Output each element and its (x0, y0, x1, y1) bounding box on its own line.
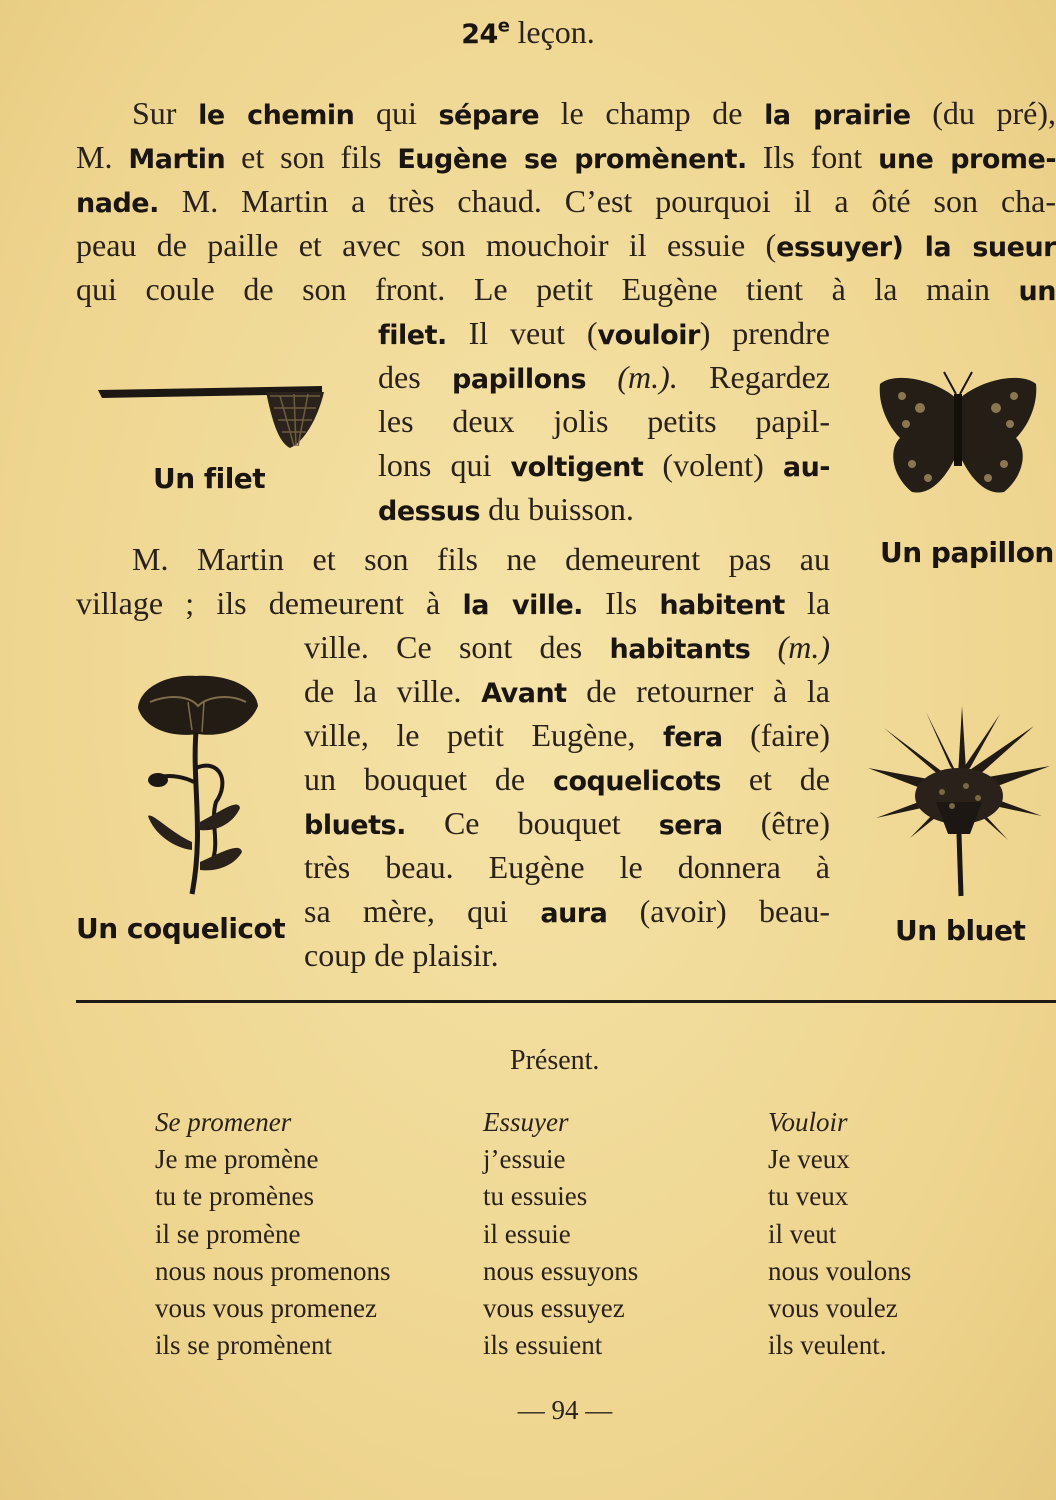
text: Ce bouquet (405, 805, 659, 841)
italic-note: (m.) (750, 629, 831, 665)
lesson-number-suffix: e (497, 15, 510, 37)
verb-form: vous essuyez (483, 1293, 625, 1324)
bold-term: aura (540, 898, 608, 929)
p2-line-8 (304, 847, 830, 887)
verb-infinitive: Vouloir (768, 1107, 848, 1137)
bold-term: Avant (481, 678, 567, 709)
verb-form: vous voulez (768, 1293, 898, 1324)
text: un bouquet de (304, 761, 553, 797)
verb-form: ils se promènent (155, 1330, 332, 1361)
text: des (378, 359, 453, 395)
p1-line-5 (76, 269, 1056, 312)
p1-line-10 (378, 489, 634, 532)
p1-line-3 (76, 181, 1056, 224)
caption-poppy: Un coquelicot (76, 912, 286, 945)
bold-term: fera (662, 722, 723, 753)
text: (être) (722, 805, 830, 841)
verb-form: il essuie (483, 1218, 571, 1249)
conjugation-column-essuyer (483, 1104, 638, 1364)
lesson-word: leçon. (517, 14, 595, 50)
verb-form: il veut (768, 1218, 837, 1249)
p1-line-9 (378, 445, 830, 488)
bold-term: la ville. (462, 590, 583, 621)
text: Ils (582, 585, 660, 621)
conjugation-column-vouloir (768, 1104, 911, 1364)
p1-line-8 (378, 401, 830, 441)
verb-form: Je veux (768, 1144, 850, 1175)
text: (avoir) beau- (607, 893, 831, 929)
text: ) prendre (699, 315, 831, 351)
bold-term: dessus (378, 496, 481, 527)
lesson-number: 24 (461, 19, 498, 50)
p2-line-10 (304, 935, 499, 975)
conjugation-column-se-promener (155, 1104, 391, 1364)
bold-term: coquelicots (552, 766, 721, 797)
text: de la ville. (304, 673, 482, 709)
net-illustration (94, 380, 334, 455)
text: (volent) (643, 447, 783, 483)
verb-form: tu te promènes (155, 1181, 314, 1212)
text: Ils font (746, 139, 879, 175)
p1-line-2 (76, 137, 1056, 180)
p2-line-7 (304, 803, 830, 846)
text: (du pré), (910, 95, 1056, 131)
poppy-illustration (130, 672, 265, 900)
verb-form: nous nous promenons (155, 1255, 391, 1286)
bold-term: le chemin (198, 100, 355, 131)
section-divider (76, 1000, 1056, 1003)
p2-line-4 (304, 671, 830, 714)
verb-form: Je me promène (155, 1144, 319, 1175)
italic-note: (m.). (586, 359, 678, 395)
caption-net: Un filet (153, 462, 266, 495)
bold-term: habitent (659, 590, 785, 621)
verb-form: j’essuie (483, 1144, 566, 1175)
bold-term: essuyer) la sueur (776, 232, 1056, 263)
verb-infinitive: Se promener (155, 1107, 292, 1137)
tense-heading: Présent. (510, 1045, 600, 1076)
text: M. (76, 139, 129, 175)
text: Il veut ( (446, 315, 598, 351)
p2-line-5 (304, 715, 830, 758)
bold-term: papillons (452, 364, 587, 395)
verb-form: nous essuyons (483, 1255, 639, 1286)
text: peau de paille et avec son mouchoir il essuie ( (76, 227, 777, 263)
bold-term: au- (782, 452, 830, 483)
text: de retourner à la (566, 673, 831, 709)
p2-line-6 (304, 759, 830, 802)
bold-term: sépare (438, 100, 540, 131)
p1-line-1 (76, 93, 1056, 136)
text: sa mère, qui (304, 893, 541, 929)
text: M. Martin a très chaud. C’est pourquoi il a ôté son cha- (158, 183, 1056, 219)
text: très beau. Eugène le donnera à (304, 849, 830, 885)
text: Sur (132, 95, 199, 131)
bold-term: habitants (609, 634, 751, 665)
p2-line-2 (76, 583, 830, 626)
bold-term: la prairie (764, 100, 911, 131)
verb-form: il se promène (155, 1218, 301, 1249)
bold-term: Eugène se promènent. (397, 144, 747, 175)
verb-form: ils essuient (483, 1330, 603, 1361)
verb-form: ils veulent. (768, 1330, 887, 1361)
text: qui (354, 95, 439, 131)
text: du buisson. (480, 491, 634, 527)
text: ville, le petit Eugène, (304, 717, 663, 753)
bold-term: sera (658, 810, 723, 841)
bold-term: nade. (76, 188, 159, 219)
bold-term: un (1018, 276, 1056, 307)
cornflower-illustration (866, 706, 1052, 902)
text: coup de plaisir. (304, 937, 499, 973)
bold-term: vouloir (597, 320, 700, 351)
verb-infinitive: Essuyer (483, 1107, 569, 1137)
text: qui coule de son front. Le petit Eugène tient à la main (76, 271, 1019, 307)
p1-line-4 (76, 225, 1056, 268)
text: village ; ils demeurent à (76, 585, 463, 621)
verb-form: vous vous promenez (155, 1293, 377, 1324)
text: (faire) (722, 717, 831, 753)
text: les deux jolis petits papil- (378, 403, 830, 439)
text: et son fils (225, 139, 398, 175)
p2-line-9 (304, 891, 830, 934)
butterfly-illustration (872, 368, 1044, 504)
p2-line-3 (304, 627, 830, 670)
verb-form: nous voulons (768, 1255, 912, 1286)
bold-term: voltigent (510, 452, 644, 483)
verb-form: tu veux (768, 1181, 849, 1212)
p1-line-6 (378, 313, 830, 356)
bold-term: bluets. (304, 810, 406, 841)
page-number: — 94 — (517, 1395, 613, 1425)
text: le champ de (539, 95, 765, 131)
lesson-title (0, 14, 1056, 51)
text: la (784, 585, 831, 621)
bold-term: filet. (378, 320, 447, 351)
verb-form: tu essuies (483, 1181, 588, 1212)
text: et de (720, 761, 831, 797)
text: M. Martin et son fils ne demeurent pas au (132, 541, 830, 577)
p1-line-7 (378, 357, 830, 400)
p2-line-1 (132, 539, 830, 579)
text: Regardez (677, 359, 830, 395)
text: ville. Ce sont des (304, 629, 610, 665)
caption-butterfly: Un papillon (880, 536, 1054, 569)
caption-cornflower: Un bluet (895, 914, 1026, 947)
text: lons qui (378, 447, 511, 483)
bold-term: Martin (128, 144, 226, 175)
bold-term: une prome- (878, 144, 1056, 175)
